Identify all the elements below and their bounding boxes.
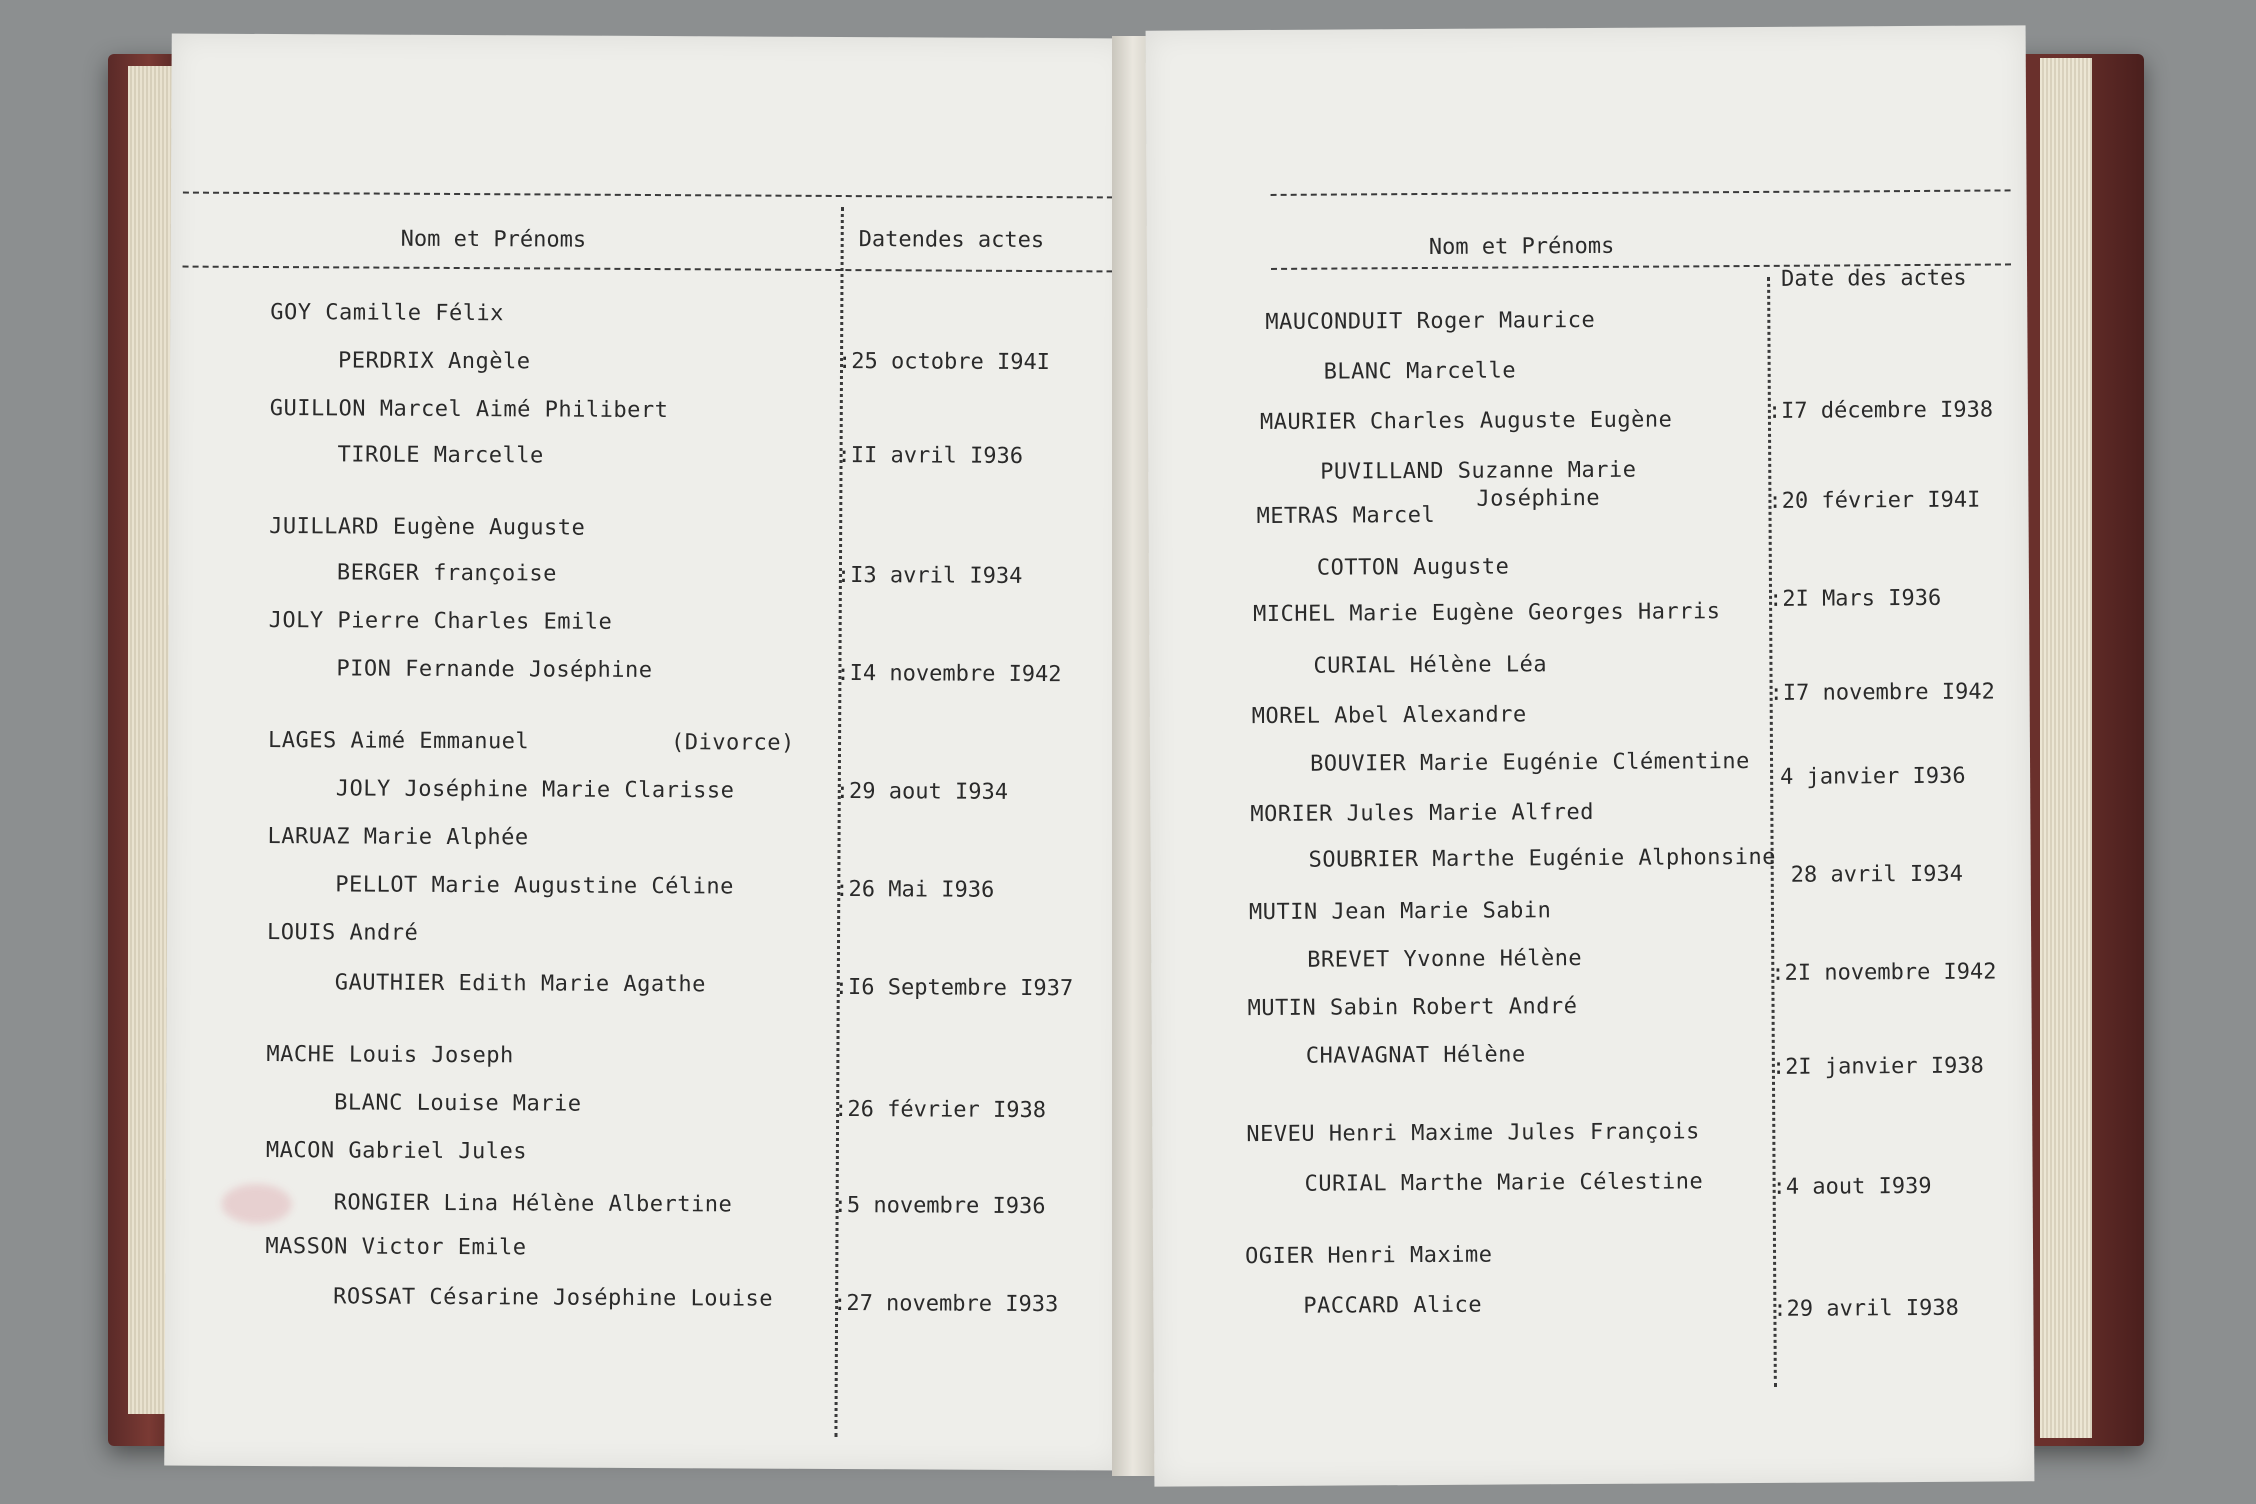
header-rule: [183, 266, 1113, 273]
right-page: [1146, 25, 2035, 1486]
entry-spouse: RONGIER Lina Hélène Albertine: [333, 1190, 733, 1218]
entry-date: :I4 novembre I942: [836, 660, 1062, 688]
entry-date: :I7 novembre I942: [1769, 679, 1995, 706]
entry-name: MAURIER Charles Auguste Eugène: [1259, 407, 1673, 436]
entry-date: :II avril I936: [837, 442, 1024, 469]
entry-spouse: PUVILLAND Suzanne Marie: [1320, 457, 1637, 485]
entry-spouse: PELLOT Marie Augustine Céline: [335, 872, 734, 900]
entry-name: MACON Gabriel Jules: [265, 1138, 528, 1165]
entry-spouse: BERGER françoise: [336, 560, 557, 587]
entry-name: LARUAZ Marie Alphée: [267, 824, 529, 851]
dates-column-header: Date des actes: [1781, 265, 1967, 292]
entry-date: :25 octobre I94I: [837, 348, 1051, 376]
entry-date: :2I novembre I942: [1771, 959, 1997, 986]
top-rule: [1271, 189, 2011, 196]
entry-name: MORIER Jules Marie Alfred: [1250, 799, 1595, 828]
ink-stain: [222, 1184, 292, 1224]
entry-spouse: CHAVAGNAT Hélène: [1305, 1042, 1526, 1069]
entry-name: MOREL Abel Alexandre: [1251, 702, 1527, 730]
top-rule: [183, 192, 1113, 199]
names-column-header: Nom et Prénoms: [400, 226, 587, 253]
entry-spouse: PION Fernande Joséphine: [336, 656, 653, 684]
entry-date: 28 avril I934: [1790, 861, 1963, 888]
entry-name: MUTIN Jean Marie Sabin: [1248, 898, 1552, 926]
entry-name: MICHEL Marie Eugène Georges Harris: [1253, 599, 1721, 628]
entry-date: :29 aout I934: [835, 778, 1009, 805]
entry-spouse: COTTON Auguste: [1316, 554, 1510, 581]
entry-spouse: BREVET Yvonne Hélène: [1307, 946, 1583, 973]
entry-spouse: BLANC Louise Marie: [334, 1090, 582, 1117]
entry-spouse: ROSSAT Césarine Joséphine Louise: [333, 1284, 774, 1312]
entry-date: :20 février I94I: [1768, 487, 1981, 514]
entry-name: LOUIS André: [266, 920, 419, 946]
entry-name: METRAS Marcel: [1256, 502, 1436, 530]
entry-date: :27 novembre I933: [833, 1290, 1059, 1318]
entry-date: :26 Mai I936: [835, 876, 995, 903]
entry-spouse: BOUVIER Marie Eugénie Clémentine: [1309, 749, 1750, 777]
entry-date: :I3 avril I934: [836, 562, 1023, 589]
entry-spouse-cont: Joséphine: [1476, 485, 1601, 512]
entry-spouse: CURIAL Hélène Léa: [1313, 652, 1548, 679]
column-separator: [1767, 277, 1777, 1387]
entry-spouse: CURIAL Marthe Marie Célestine: [1304, 1169, 1704, 1197]
entry-date: :4 aout I939: [1772, 1173, 1932, 1200]
left-page: [164, 34, 1129, 1471]
entry-date: :I6 Septembre I937: [834, 974, 1074, 1002]
entry-spouse: PACCARD Alice: [1303, 1292, 1483, 1319]
entry-date: :5 novembre I936: [833, 1192, 1046, 1220]
dates-column-header: Datendes actes: [858, 227, 1045, 254]
entry-name: NEVEU Henri Maxime Jules François: [1246, 1119, 1700, 1148]
entry-date: :26 février I938: [834, 1096, 1047, 1124]
entry-spouse: JOLY Joséphine Marie Clarisse: [335, 776, 735, 804]
entry-spouse: BLANC Marcelle: [1323, 358, 1517, 385]
entry-spouse: PERDRIX Angèle: [337, 348, 531, 375]
entry-name: OGIER Henri Maxime: [1244, 1242, 1493, 1270]
entry-date: 4 janvier I936: [1780, 763, 1966, 790]
entry-date: :I7 décembre I938: [1767, 397, 1994, 424]
entry-date: :29 avril I938: [1773, 1295, 1959, 1322]
entry-date: :2I Mars I936: [1768, 585, 1942, 612]
entry-name: GOY Camille Félix: [270, 300, 505, 327]
entry-spouse: SOUBRIER Marthe Eugénie Alphonsine: [1308, 844, 1777, 873]
entry-name: MACHE Louis Joseph: [266, 1042, 514, 1069]
names-column-header: Nom et Prénoms: [1428, 233, 1615, 260]
entry-name: MUTIN Sabin Robert André: [1247, 994, 1578, 1022]
page-stack-right: [2040, 58, 2092, 1438]
entry-name: JUILLARD Eugène Auguste: [269, 514, 586, 541]
entry-spouse: GAUTHIER Edith Marie Agathe: [334, 970, 706, 998]
entry-name: GUILLON Marcel Aimé Philibert: [269, 396, 669, 424]
entry-name: LAGES Aimé Emmanuel: [267, 728, 530, 755]
entry-note: (Divorce): [670, 730, 795, 756]
entry-date: :2I janvier I938: [1771, 1053, 1984, 1080]
entry-name: MAUCONDUIT Roger Maurice: [1265, 307, 1596, 335]
column-separator: [834, 207, 843, 1437]
entry-spouse: TIROLE Marcelle: [337, 442, 544, 469]
entry-name: JOLY Pierre Charles Emile: [268, 608, 613, 635]
entry-name: MASSON Victor Emile: [265, 1234, 527, 1261]
